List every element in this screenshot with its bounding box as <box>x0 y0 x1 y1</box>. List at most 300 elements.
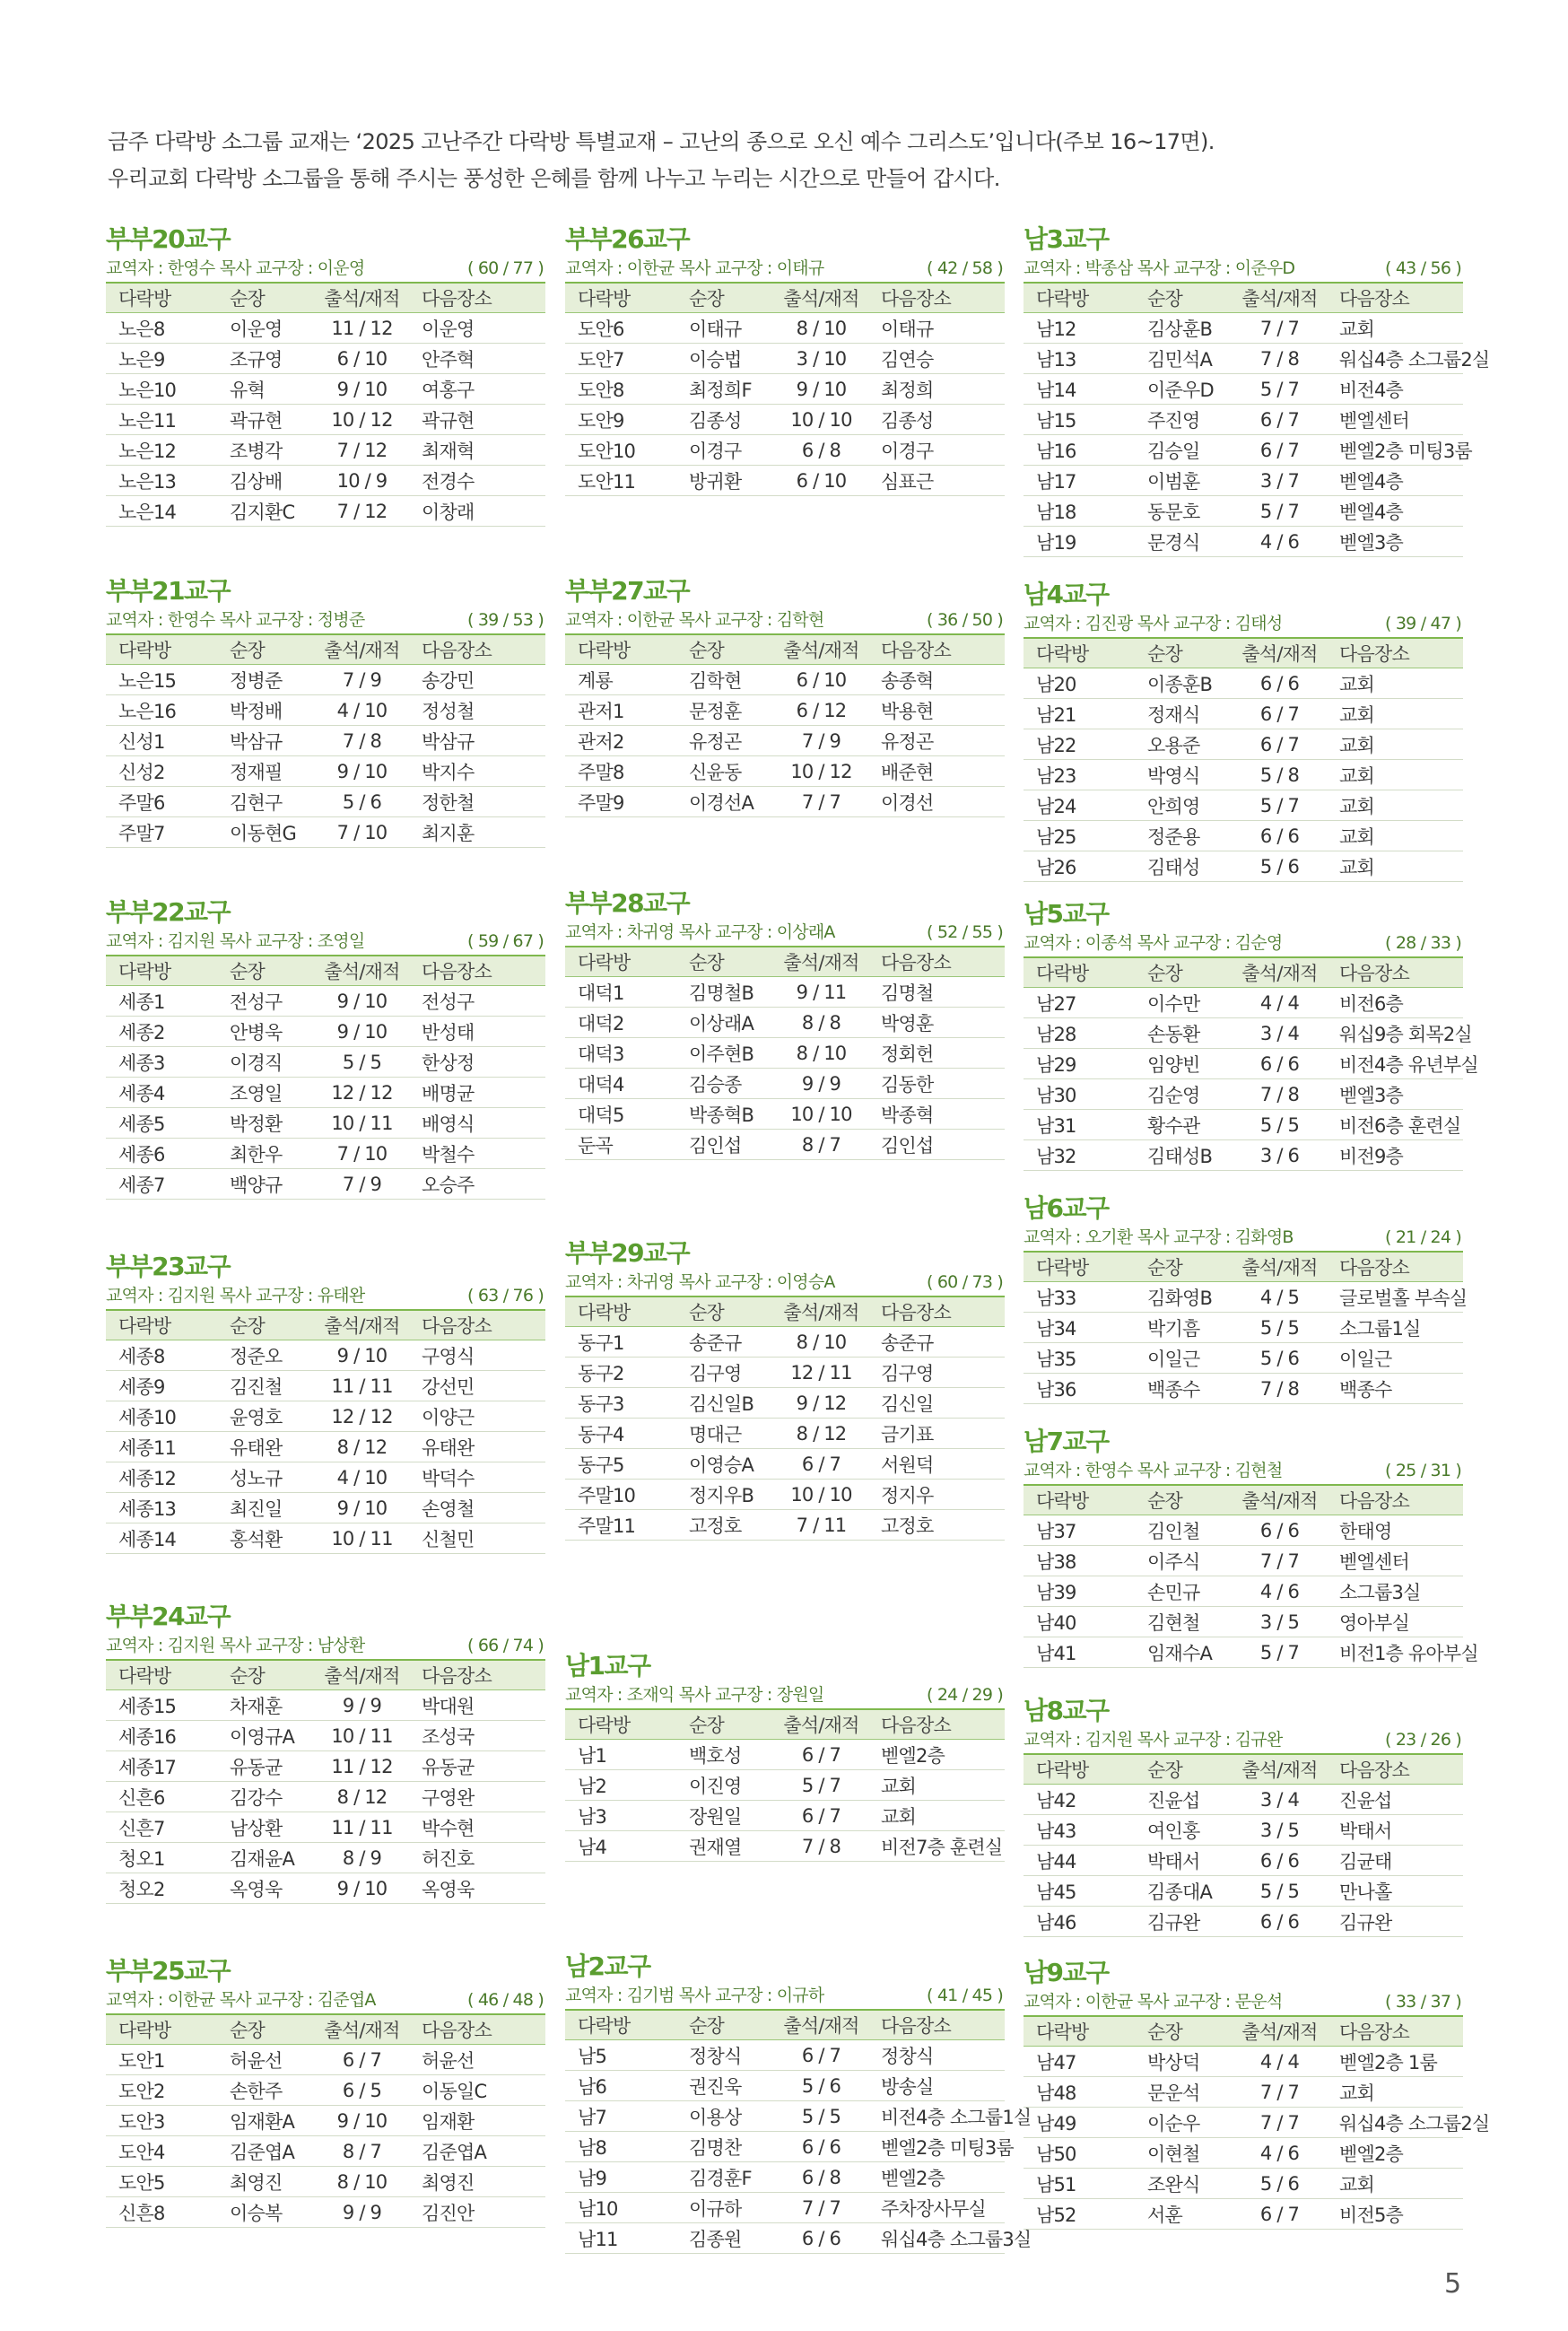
column-header-leader: 순장 <box>676 283 774 313</box>
leader-cell: 조영일 <box>217 1078 315 1108</box>
district-table <box>1024 1484 1478 1668</box>
attendance-cell: 6 / 7 <box>315 2045 409 2075</box>
room-cell: 동구1 <box>565 1327 676 1358</box>
leader-cell: 이영규A <box>217 1721 315 1751</box>
attendance-cell: 9 / 9 <box>774 1069 868 1099</box>
column-header-attendance: 출석/재적 <box>1233 957 1327 988</box>
leader-cell: 정병준 <box>217 665 315 695</box>
table-row <box>1024 313 1463 344</box>
leader-cell: 진윤섭 <box>1135 1785 1233 1815</box>
leader-cell: 백호성 <box>676 1740 774 1770</box>
place-cell: 구영식 <box>409 1340 545 1371</box>
table-row <box>1024 1846 1463 1876</box>
table-row <box>106 1812 545 1843</box>
place-cell: 워십4층 소그룹2실 <box>1327 2108 1463 2138</box>
district-section <box>1024 899 1478 1171</box>
leader-cell: 박정배 <box>217 695 315 726</box>
district-table <box>106 282 545 527</box>
district-section <box>106 224 545 527</box>
district-table <box>1024 1753 1463 1937</box>
place-cell: 김규완 <box>1327 1907 1463 1937</box>
table-row <box>565 1449 1005 1480</box>
room-cell: 남16 <box>1024 435 1135 466</box>
room-cell: 주말9 <box>565 787 676 817</box>
room-cell: 노은9 <box>106 344 217 374</box>
leader-cell: 문정훈 <box>676 695 774 726</box>
column-header-place: 다음장소 <box>868 1709 1005 1740</box>
leader-cell: 이진영 <box>676 1770 774 1801</box>
district-table <box>106 955 545 1200</box>
attendance-cell: 8 / 9 <box>315 1843 409 1873</box>
attendance-cell: 5 / 5 <box>315 1047 409 1078</box>
district-attendance-ratio: ( 60 / 77 ) <box>467 258 544 278</box>
attendance-cell: 10 / 10 <box>774 1480 868 1510</box>
table-row <box>1024 496 1463 527</box>
room-cell: 세종9 <box>106 1371 217 1401</box>
column-header-place: 다음장소 <box>1327 1485 1463 1515</box>
table-row <box>565 1510 1005 1541</box>
room-cell: 동구5 <box>565 1449 676 1480</box>
attendance-cell: 7 / 8 <box>1233 1079 1327 1110</box>
leader-cell: 송준규 <box>676 1327 774 1358</box>
district-staff: 교역자 : 한영수 목사 교구장 : 정병준 <box>106 610 365 630</box>
district-table <box>565 1296 1005 1541</box>
district-meta <box>106 255 545 282</box>
attendance-cell: 6 / 7 <box>1233 435 1327 466</box>
column-header-attendance: 출석/재적 <box>774 1709 868 1740</box>
table-row <box>1024 988 1463 1018</box>
table-row <box>565 313 1005 344</box>
column-header-room: 다락방 <box>565 634 676 665</box>
attendance-cell: 6 / 5 <box>315 2075 409 2106</box>
room-cell: 도안11 <box>565 466 676 496</box>
place-cell: 박용현 <box>868 695 1005 726</box>
district-table <box>106 2013 545 2228</box>
table-row <box>565 344 1005 374</box>
room-cell: 세종2 <box>106 1017 217 1047</box>
district-meta <box>565 1269 1005 1296</box>
attendance-cell: 9 / 10 <box>315 986 409 1017</box>
place-cell: 교회 <box>868 1801 1005 1831</box>
room-cell: 남20 <box>1024 668 1135 699</box>
attendance-cell: 7 / 7 <box>1233 1546 1327 1576</box>
district-meta <box>1024 1224 1463 1251</box>
column-header-attendance: 출석/재적 <box>315 1310 409 1340</box>
leader-cell: 정창식 <box>676 2040 774 2071</box>
place-cell: 방송실 <box>868 2071 1005 2101</box>
place-cell: 배영식 <box>409 1108 545 1139</box>
attendance-cell: 6 / 10 <box>774 466 868 496</box>
district-title: 부부26교구 <box>565 224 690 254</box>
attendance-cell: 11 / 11 <box>315 1812 409 1843</box>
attendance-cell: 9 / 10 <box>315 374 409 405</box>
table-header-row <box>565 947 1005 977</box>
district-meta <box>1024 255 1463 282</box>
leader-cell: 서훈 <box>1135 2199 1233 2230</box>
attendance-cell: 7 / 7 <box>774 787 868 817</box>
room-cell: 도안1 <box>106 2045 217 2075</box>
column-header-place: 다음장소 <box>409 1310 545 1340</box>
table-row <box>106 1371 545 1401</box>
table-row <box>106 344 545 374</box>
attendance-cell: 9 / 11 <box>774 977 868 1008</box>
attendance-cell: 9 / 10 <box>315 756 409 787</box>
attendance-cell: 9 / 9 <box>315 1690 409 1721</box>
place-cell: 최영진 <box>409 2167 545 2197</box>
district-meta <box>565 1982 1005 2009</box>
leader-cell: 최영진 <box>217 2167 315 2197</box>
column-header-place: 다음장소 <box>409 283 545 313</box>
room-cell: 노은16 <box>106 695 217 726</box>
table-row <box>1024 1282 1463 1313</box>
room-cell: 도안5 <box>106 2167 217 2197</box>
column-header-room: 다락방 <box>106 956 217 986</box>
room-cell: 주말10 <box>565 1480 676 1510</box>
room-cell: 노은12 <box>106 435 217 466</box>
district-title: 남8교구 <box>1024 1696 1109 1725</box>
room-cell: 세종4 <box>106 1078 217 1108</box>
attendance-cell: 5 / 5 <box>1233 1313 1327 1343</box>
column-header-leader: 순장 <box>676 1709 774 1740</box>
leader-cell: 동문호 <box>1135 496 1233 527</box>
room-cell: 도안8 <box>565 374 676 405</box>
district-staff: 교역자 : 이한균 목사 교구장 : 김학현 <box>565 610 824 630</box>
district-attendance-ratio: ( 41 / 45 ) <box>927 1986 1003 2005</box>
room-cell: 남3 <box>565 1801 676 1831</box>
table-row <box>106 405 545 435</box>
table-row <box>1024 2077 1463 2108</box>
room-cell: 남2 <box>565 1770 676 1801</box>
leader-cell: 권진욱 <box>676 2071 774 2101</box>
room-cell: 남42 <box>1024 1785 1135 1815</box>
leader-cell: 유태완 <box>217 1432 315 1462</box>
column-header-place: 다음장소 <box>409 956 545 986</box>
leader-cell: 김승종 <box>676 1069 774 1099</box>
place-cell: 송준규 <box>868 1327 1005 1358</box>
room-cell: 대덕3 <box>565 1038 676 1069</box>
intro-text <box>108 124 1471 197</box>
leader-cell: 이규하 <box>676 2193 774 2223</box>
table-row <box>565 1740 1005 1770</box>
attendance-cell: 8 / 10 <box>774 1327 868 1358</box>
leader-cell: 김현철 <box>1135 1607 1233 1637</box>
table-row <box>1024 1785 1463 1815</box>
leader-cell: 김강수 <box>217 1782 315 1812</box>
room-cell: 대덕5 <box>565 1099 676 1130</box>
room-cell: 주말7 <box>106 817 217 848</box>
table-row <box>1024 1546 1463 1576</box>
table-header-row <box>565 283 1005 313</box>
leader-cell: 권재열 <box>676 1831 774 1862</box>
place-cell: 벧엘2층 미팅3룸 <box>868 2132 1005 2162</box>
table-row <box>1024 1876 1463 1907</box>
attendance-cell: 10 / 12 <box>315 405 409 435</box>
district-section <box>1024 1427 1478 1668</box>
place-cell: 벧엘2층 <box>868 2162 1005 2193</box>
district-title: 부부21교구 <box>106 576 231 606</box>
district-staff: 교역자 : 한영수 목사 교구장 : 이운영 <box>106 258 365 278</box>
table-row <box>106 1493 545 1523</box>
district-attendance-ratio: ( 39 / 53 ) <box>467 610 544 630</box>
attendance-cell: 6 / 6 <box>1233 1515 1327 1546</box>
place-cell: 정성철 <box>409 695 545 726</box>
attendance-cell: 9 / 10 <box>774 374 868 405</box>
room-cell: 남39 <box>1024 1576 1135 1607</box>
table-header-row <box>565 1296 1005 1327</box>
place-cell: 비전5층 <box>1327 2199 1463 2230</box>
room-cell: 동구4 <box>565 1419 676 1449</box>
attendance-cell: 9 / 9 <box>315 2197 409 2228</box>
attendance-cell: 6 / 6 <box>1233 1907 1327 1937</box>
leader-cell: 홍석환 <box>217 1523 315 1554</box>
attendance-cell: 8 / 8 <box>774 1008 868 1038</box>
leader-cell: 조규영 <box>217 344 315 374</box>
district-meta <box>106 1632 545 1659</box>
district-section <box>1024 1696 1463 1937</box>
attendance-cell: 10 / 11 <box>315 1523 409 1554</box>
column-header-room: 다락방 <box>1024 1252 1135 1282</box>
column-header-room: 다락방 <box>1024 957 1135 988</box>
place-cell: 소그룹3실 <box>1327 1576 1463 1607</box>
table-row <box>106 1401 545 1432</box>
column-header-place: 다음장소 <box>1327 957 1463 988</box>
attendance-cell: 6 / 6 <box>774 2223 868 2254</box>
room-cell: 노은11 <box>106 405 217 435</box>
room-cell: 계룡 <box>565 665 676 695</box>
district-attendance-ratio: ( 52 / 55 ) <box>927 922 1003 942</box>
attendance-cell: 7 / 11 <box>774 1510 868 1541</box>
table-header-row <box>106 283 545 313</box>
table-row <box>565 1099 1005 1130</box>
table-row <box>565 466 1005 496</box>
room-cell: 남34 <box>1024 1313 1135 1343</box>
attendance-cell: 4 / 6 <box>1233 2138 1327 2169</box>
table-row <box>1024 1637 1463 1668</box>
table-row <box>106 2167 545 2197</box>
table-header-row <box>106 2014 545 2045</box>
room-cell: 남35 <box>1024 1343 1135 1374</box>
room-cell: 노은15 <box>106 665 217 695</box>
room-cell: 남18 <box>1024 496 1135 527</box>
room-cell: 남46 <box>1024 1907 1135 1937</box>
district-attendance-ratio: ( 23 / 26 ) <box>1385 1730 1461 1750</box>
district-staff: 교역자 : 차귀영 목사 교구장 : 이영승A <box>565 1272 835 1292</box>
table-row <box>565 2223 1005 2254</box>
leader-cell: 임재환A <box>217 2106 315 2136</box>
leader-cell: 김인섭 <box>676 1130 774 1160</box>
table-row <box>1024 2108 1463 2138</box>
place-cell: 심표근 <box>868 466 1005 496</box>
room-cell: 남44 <box>1024 1846 1135 1876</box>
leader-cell: 이영승A <box>676 1449 774 1480</box>
leader-cell: 김종성 <box>676 405 774 435</box>
attendance-cell: 6 / 6 <box>1233 821 1327 851</box>
table-row <box>1024 1515 1463 1546</box>
leader-cell: 이주현B <box>676 1038 774 1069</box>
district-title: 남7교구 <box>1024 1427 1109 1456</box>
room-cell: 신흔8 <box>106 2197 217 2228</box>
column-header-attendance: 출석/재적 <box>774 283 868 313</box>
district-meta <box>1024 1457 1463 1484</box>
leader-cell: 이경구 <box>676 435 774 466</box>
district-title: 부부20교구 <box>106 224 231 254</box>
room-cell: 도안4 <box>106 2136 217 2167</box>
room-cell: 남37 <box>1024 1515 1135 1546</box>
leader-cell: 안희영 <box>1135 790 1233 821</box>
district-title: 남9교구 <box>1024 1958 1109 1987</box>
table-row <box>106 1340 545 1371</box>
district-attendance-ratio: ( 42 / 58 ) <box>927 258 1003 278</box>
column-header-leader: 순장 <box>1135 1754 1233 1785</box>
table-header-row <box>565 1709 1005 1740</box>
room-cell: 세종8 <box>106 1340 217 1371</box>
leader-cell: 백종수 <box>1135 1374 1233 1404</box>
room-cell: 남33 <box>1024 1282 1135 1313</box>
leader-cell: 임재수A <box>1135 1637 1233 1668</box>
table-row <box>1024 344 1463 374</box>
place-cell: 이양근 <box>409 1401 545 1432</box>
place-cell: 김연승 <box>868 344 1005 374</box>
leader-cell: 유혁 <box>217 374 315 405</box>
place-cell: 교회 <box>1327 821 1463 851</box>
column-header-attendance: 출석/재적 <box>774 2010 868 2040</box>
place-cell: 김명철 <box>868 977 1005 1008</box>
place-cell: 김준엽A <box>409 2136 545 2167</box>
place-cell: 워십4층 소그룹3실 <box>868 2223 1005 2254</box>
column-header-place: 다음장소 <box>1327 2016 1463 2047</box>
district-section <box>106 1252 545 1554</box>
leader-cell: 김신일B <box>676 1388 774 1419</box>
attendance-cell: 6 / 10 <box>774 665 868 695</box>
place-cell: 교회 <box>1327 2169 1463 2199</box>
table-row <box>565 1801 1005 1831</box>
room-cell: 남27 <box>1024 988 1135 1018</box>
place-cell: 구영완 <box>409 1782 545 1812</box>
room-cell: 둔곡 <box>565 1130 676 1160</box>
table-row <box>106 1017 545 1047</box>
table-row <box>106 756 545 787</box>
column-header-attendance: 출석/재적 <box>1233 2016 1327 2047</box>
room-cell: 도안2 <box>106 2075 217 2106</box>
room-cell: 남21 <box>1024 699 1135 729</box>
table-row <box>1024 435 1463 466</box>
leader-cell: 이종훈B <box>1135 668 1233 699</box>
district-attendance-ratio: ( 66 / 74 ) <box>467 1636 544 1655</box>
attendance-cell: 6 / 6 <box>1233 1049 1327 1079</box>
place-cell: 유정곤 <box>868 726 1005 756</box>
table-row <box>106 1751 545 1782</box>
table-row <box>565 1480 1005 1510</box>
leader-cell: 이용상 <box>676 2101 774 2132</box>
column-header-leader: 순장 <box>217 1310 315 1340</box>
leader-cell: 주진영 <box>1135 405 1233 435</box>
room-cell: 대덕4 <box>565 1069 676 1099</box>
place-cell: 안주혁 <box>409 344 545 374</box>
leader-cell: 김구영 <box>676 1358 774 1388</box>
place-cell: 비전4층 유년부실 <box>1327 1049 1463 1079</box>
room-cell: 세종12 <box>106 1462 217 1493</box>
table-header-row <box>1024 1754 1463 1785</box>
place-cell: 곽규현 <box>409 405 545 435</box>
district-section <box>1024 1193 1468 1404</box>
place-cell: 신철민 <box>409 1523 545 1554</box>
leader-cell: 이승복 <box>217 2197 315 2228</box>
place-cell: 이경구 <box>868 435 1005 466</box>
place-cell: 정창식 <box>868 2040 1005 2071</box>
column-header-leader: 순장 <box>676 634 774 665</box>
place-cell: 비전1층 유아부실 <box>1327 1637 1463 1668</box>
attendance-cell: 12 / 12 <box>315 1401 409 1432</box>
place-cell: 이경선 <box>868 787 1005 817</box>
room-cell: 세종3 <box>106 1047 217 1078</box>
table-row <box>106 2106 545 2136</box>
place-cell: 배준현 <box>868 756 1005 787</box>
table-row <box>565 2132 1005 2162</box>
column-header-leader: 순장 <box>217 2014 315 2045</box>
district-attendance-ratio: ( 28 / 33 ) <box>1385 933 1461 953</box>
table-row <box>565 787 1005 817</box>
leader-cell: 이범훈 <box>1135 466 1233 496</box>
attendance-cell: 7 / 9 <box>315 1169 409 1200</box>
attendance-cell: 8 / 12 <box>774 1419 868 1449</box>
attendance-cell: 5 / 5 <box>1233 1876 1327 1907</box>
table-row <box>106 1873 545 1904</box>
leader-cell: 김승일 <box>1135 435 1233 466</box>
leader-cell: 오용준 <box>1135 729 1233 760</box>
table-row <box>1024 1079 1463 1110</box>
table-row <box>106 1782 545 1812</box>
attendance-cell: 9 / 10 <box>315 1340 409 1371</box>
room-cell: 도안9 <box>565 405 676 435</box>
district-meta <box>1024 610 1463 637</box>
table-row <box>106 435 545 466</box>
attendance-cell: 7 / 12 <box>315 435 409 466</box>
place-cell: 비전6층 훈련실 <box>1327 1110 1463 1140</box>
leader-cell: 이주식 <box>1135 1546 1233 1576</box>
leader-cell: 손동환 <box>1135 1018 1233 1049</box>
leader-cell: 여인홍 <box>1135 1815 1233 1846</box>
column-header-room: 다락방 <box>1024 1754 1135 1785</box>
district-attendance-ratio: ( 21 / 24 ) <box>1385 1227 1461 1247</box>
district-staff: 교역자 : 김기범 목사 교구장 : 이규하 <box>565 1986 824 2005</box>
attendance-cell: 7 / 8 <box>1233 344 1327 374</box>
place-cell: 교회 <box>1327 699 1463 729</box>
district-meta <box>1024 930 1463 956</box>
district-title: 남4교구 <box>1024 580 1109 609</box>
district-title: 남2교구 <box>565 1951 650 1981</box>
place-cell: 한태영 <box>1327 1515 1463 1546</box>
attendance-cell: 3 / 5 <box>1233 1607 1327 1637</box>
district-table <box>565 633 1005 817</box>
place-cell: 김구영 <box>868 1358 1005 1388</box>
room-cell: 남12 <box>1024 313 1135 344</box>
table-row <box>565 756 1005 787</box>
leader-cell: 최진일 <box>217 1493 315 1523</box>
table-row <box>565 1831 1005 1862</box>
table-row <box>565 977 1005 1008</box>
place-cell: 송종혁 <box>868 665 1005 695</box>
attendance-cell: 7 / 10 <box>315 817 409 848</box>
column-header-place: 다음장소 <box>1327 638 1463 668</box>
room-cell: 남6 <box>565 2071 676 2101</box>
room-cell: 남52 <box>1024 2199 1135 2230</box>
district-staff: 교역자 : 오기환 목사 교구장 : 김화영B <box>1024 1227 1294 1247</box>
table-header-row <box>1024 1252 1463 1282</box>
column-header-room: 다락방 <box>1024 283 1135 313</box>
district-section <box>565 224 1005 496</box>
place-cell: 워십9층 회목2실 <box>1327 1018 1463 1049</box>
column-header-leader: 순장 <box>676 1296 774 1327</box>
